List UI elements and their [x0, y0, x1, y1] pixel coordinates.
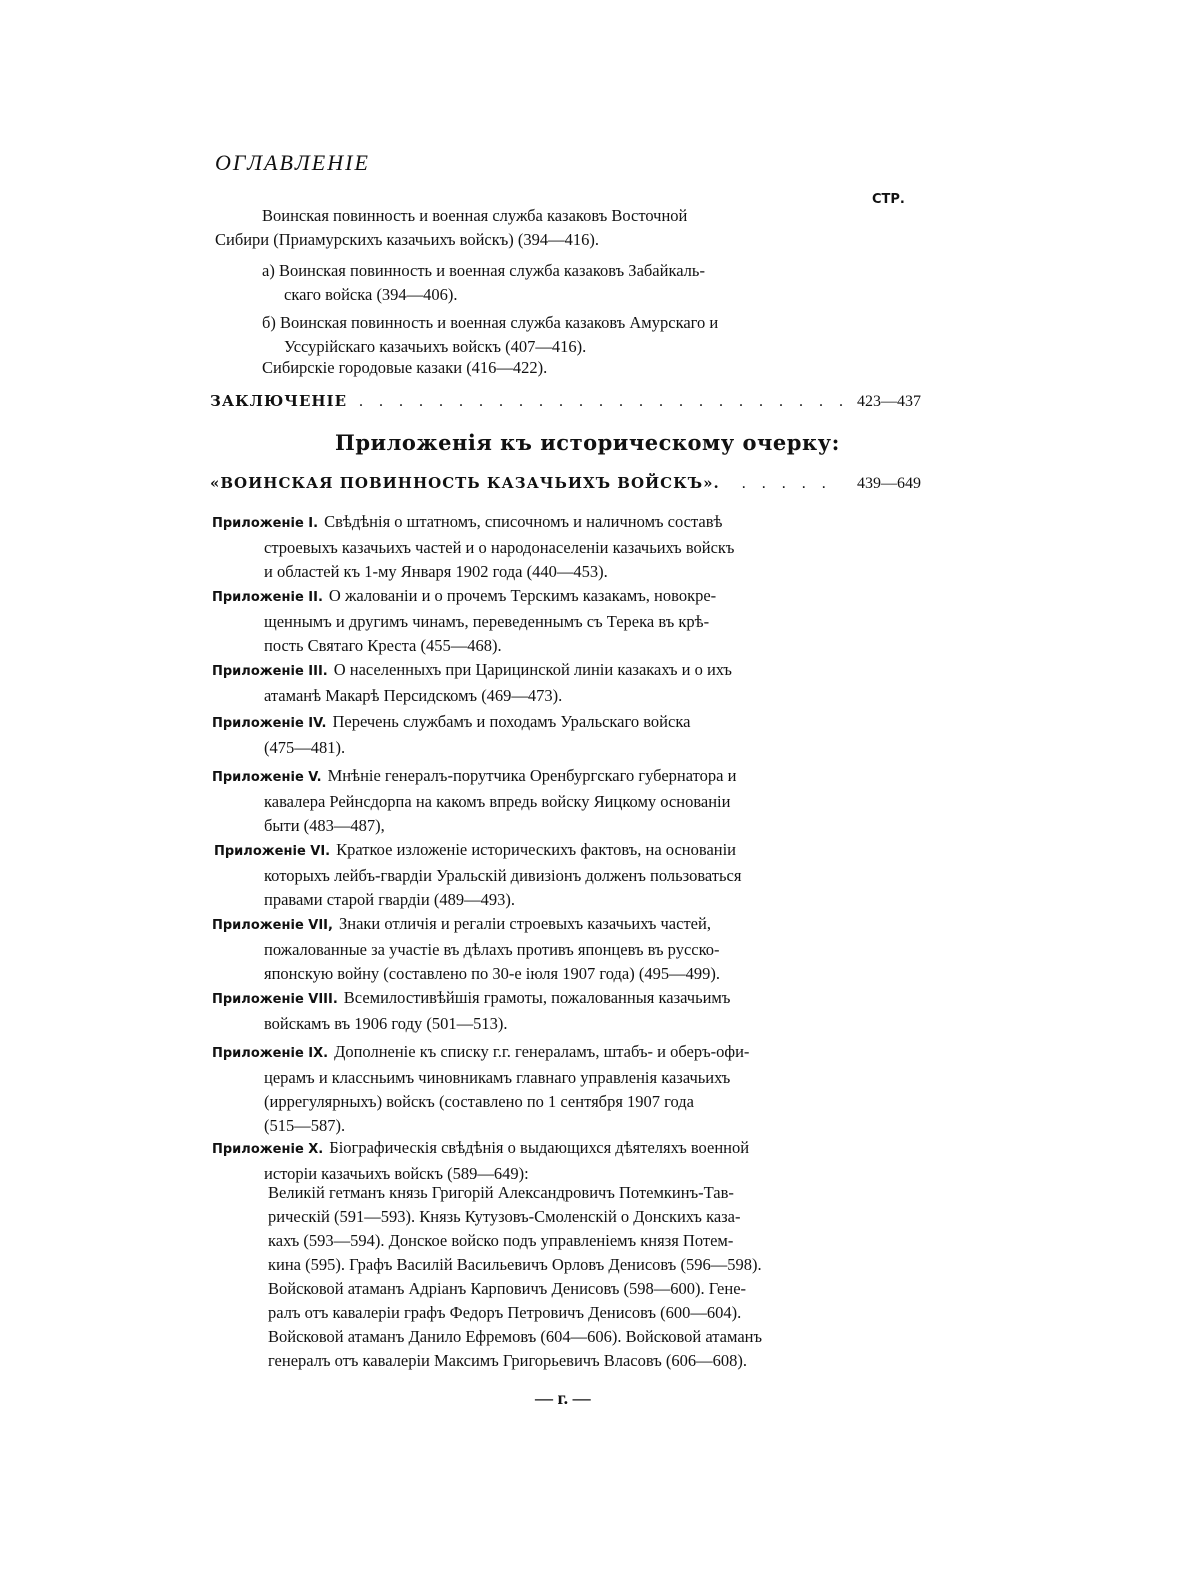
appendix-entry-4 [212, 710, 690, 760]
appendix-line: Дополненiе къ списку г.г. генераламъ, штабъ- и оберъ-офи- [334, 1042, 750, 1061]
appendix-line: кавалера Рейнсдорпа на какомъ впредь войску Яицкому основанiи [264, 792, 731, 811]
appendix-line: строевыхъ казачьихъ частей и о народонаселенiи казачьихъ войскъ [264, 538, 735, 557]
toc-entry-conclusion [210, 392, 849, 411]
appendix-entry-1 [212, 510, 734, 584]
appendix-line: Свѣдѣнiя о штатномъ, списочномъ и наличномъ составѣ [324, 512, 723, 531]
appendix-label: Приложенiе V. [212, 770, 322, 785]
leader-dots: . . . . . [741, 475, 832, 492]
biography-line: Войсковой атаманъ Адрiанъ Карповичъ Денисовъ (598—600). Гене- [268, 1279, 747, 1298]
toc-line: Уссурiйскаго казачьихъ войскъ (407—416). [284, 337, 587, 356]
appendix-entry-6 [214, 838, 741, 912]
appendix-label: Приложенiе VIII. [212, 992, 338, 1007]
appendix-line: (иррегулярныхъ) войскъ (составлено по 1 сентября 1907 года [264, 1092, 695, 1111]
toc-line: Сибири (Приамурскихъ казачьихъ войскъ) (394—416). [215, 230, 600, 249]
appendix-line: войскамъ въ 1906 году (501—513). [264, 1014, 508, 1033]
appendix-line: которыхъ лейбъ-гвардiи Уральскiй дивизiонъ долженъ пользоваться [264, 866, 742, 885]
toc-entry-amur [262, 311, 718, 359]
appendix-line: Знаки отличiя и регалiи строевыхъ казачьихъ частей, [338, 914, 711, 933]
appendix-entry-8 [212, 986, 730, 1036]
appendix-line: (475—481). [264, 738, 346, 757]
appendix-line: Краткое изложенiе историческихъ фактовъ, на основанiи [336, 840, 737, 859]
appendix-label: Приложенiе X. [212, 1142, 324, 1157]
appendix-line: быти (483—487), [264, 816, 385, 835]
biography-line: генералъ отъ кавалерiи Максимъ Григорьевичъ Власовъ (606—608). [268, 1351, 748, 1370]
appendix-line: пожалованные за участiе въ дѣлахъ противъ японцевъ въ русско- [264, 940, 720, 959]
toc-line: а) Воинская повинность и военная служба казаковъ Забайкаль- [262, 261, 705, 280]
appendix-label: Приложенiе III. [212, 664, 328, 679]
appendix-line: Бiографическiя свѣдѣнiя о выдающихся дѣятеляхъ военной [329, 1138, 750, 1157]
appendix-line: щеннымъ и другимъ чинамъ, переведеннымъ съ Терека въ крѣ- [264, 612, 710, 631]
toc-line: б) Воинская повинность и военная служба казаковъ Амурскаго и [262, 313, 719, 332]
toc-entry-east-siberia [215, 204, 688, 252]
biography-line: Великiй гетманъ князь Григорiй Александровичъ Потемкинъ-Тав- [268, 1183, 734, 1202]
leader-dots: . . . . . . . . . . . . . . . . . . . . . . . . . [359, 393, 850, 410]
appendix-entry-5 [212, 764, 736, 838]
appendix-line: и областей къ 1-му Января 1902 года (440—453). [264, 562, 608, 581]
biography-line: кахъ (593—594). Донское войско подъ управленiемъ князя Потем- [268, 1231, 734, 1250]
toc-line: Воинская повинность и военная служба казаковъ Восточной [262, 206, 688, 225]
appendix-entry-2 [212, 584, 716, 658]
appendix-line: японскую войну (составлено по 30-е iюля 1907 года) (495—499). [264, 964, 720, 983]
appendix-entry-7 [212, 912, 720, 986]
appendix-section-subtitle-row [210, 474, 832, 493]
appendix-section-title: Приложенiя къ историческому очерку: [335, 430, 840, 455]
appendix-line: церамъ и классньимъ чиновникамъ главнаго управленiя казачьихъ [264, 1068, 731, 1087]
appendix-line: атаманѣ Макарѣ Персидскомъ (469—473). [264, 686, 563, 705]
biography-line: рическiй (591—593). Князь Кутузовъ-Смоленскiй о Донскихъ каза- [268, 1207, 741, 1226]
appendix-entry-3 [212, 658, 732, 708]
toc-entry-transbaikal [262, 259, 705, 307]
biography-line: кина (595). Графъ Василiй Васильевичъ Орловъ Денисовъ (596—598). [268, 1255, 762, 1274]
appendix-label: Приложенiе II. [212, 590, 323, 605]
conclusion-label: ЗАКЛЮЧЕНIЕ [210, 392, 348, 410]
appendix-label: Приложенiе I. [212, 516, 319, 531]
appendix-line: исторiи казачьихъ войскъ (589—649): [264, 1164, 529, 1183]
page-header-title: ОГЛАВЛЕНIЕ [215, 150, 370, 175]
biography-line: ралъ отъ кавалерiи графъ Федоръ Петровичъ Денисовъ (600—604). [268, 1303, 742, 1322]
appendix-line: Перечень службамъ и походамъ Уральскаго войска [332, 712, 691, 731]
appendix-line: (515—587). [264, 1116, 346, 1135]
appendix-line: О населенныхъ при Царицинской линiи казакахъ и о ихъ [333, 660, 732, 679]
appendix-line: О жалованiи и о прочемъ Терскимъ казакамъ, новокре- [328, 586, 717, 605]
appendix-entry-9 [212, 1040, 749, 1138]
appendix-label: Приложенiе IX. [212, 1046, 329, 1061]
appendix-line: пость Святаго Креста (455—468). [264, 636, 502, 655]
appendix-label: Приложенiе IV. [212, 716, 327, 731]
appendix-entry-10 [212, 1136, 749, 1186]
toc-entry-siberian-city-cossacks [262, 356, 547, 380]
toc-line: Сибирскiе городовые казаки (416—422). [262, 358, 548, 377]
appendix-line: Мнѣнiе генералъ-порутчика Оренбургскаго губернатора и [327, 766, 737, 785]
page-column-label: СТР. [872, 192, 905, 207]
page-number-marker: — г. — [535, 1388, 591, 1408]
appendix-section-subtitle: «ВОИНСКАЯ ПОВИННОСТЬ КАЗАЧЬИХЪ ВОЙСКЪ». [210, 474, 720, 492]
toc-line: скаго войска (394—406). [284, 285, 458, 304]
conclusion-pages: 423—437 [857, 393, 921, 410]
appendix-label: Приложенiе VII, [212, 918, 333, 933]
appendix-line: правами старой гвардiи (489—493). [264, 890, 515, 909]
biographies-block [268, 1181, 762, 1373]
appendix-line: Всемилостивѣйшiя грамоты, пожалованныя казачьимъ [343, 988, 731, 1007]
appendix-label: Приложенiе VI. [214, 844, 331, 859]
appendix-section-pages: 439—649 [857, 475, 921, 492]
biography-line: Войсковой атаманъ Данило Ефремовъ (604—606). Войсковой атаманъ [268, 1327, 763, 1346]
